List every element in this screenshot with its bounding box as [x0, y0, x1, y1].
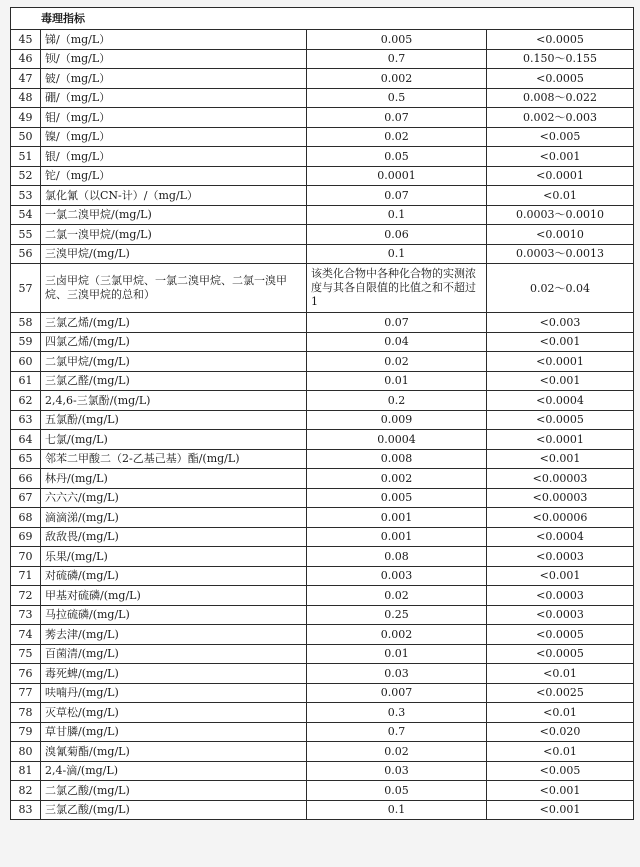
table-row: [11, 644, 634, 664]
limit-value: 0.7: [307, 49, 487, 69]
section-header-row: [11, 8, 634, 30]
measured-range: <0.00003: [487, 488, 634, 508]
indicator-name: 二氯一溴甲烷/(mg/L): [41, 225, 307, 245]
measured-range: <0.001: [487, 371, 634, 391]
row-number: 75: [11, 644, 41, 664]
limit-value: 0.03: [307, 761, 487, 781]
measured-range: 0.0003～0.0013: [487, 244, 634, 264]
measured-range: <0.0003: [487, 547, 634, 567]
row-number: 54: [11, 205, 41, 225]
table-row: [11, 547, 634, 567]
indicator-name: 2,4-滴/(mg/L): [41, 761, 307, 781]
indicator-name: 四氯乙烯/(mg/L): [41, 332, 307, 352]
indicator-name: 七氯/(mg/L): [41, 430, 307, 450]
indicator-name: 甲基对硫磷/(mg/L): [41, 586, 307, 606]
indicator-name: 二氯甲烷/(mg/L): [41, 352, 307, 372]
table-row: [11, 488, 634, 508]
row-number: 76: [11, 664, 41, 684]
table-row: [11, 703, 634, 723]
limit-value: 0.08: [307, 547, 487, 567]
measured-range: <0.0005: [487, 69, 634, 89]
table-row: [11, 508, 634, 528]
table-row: [11, 30, 634, 50]
measured-range: <0.001: [487, 800, 634, 820]
indicator-name: 钡/（mg/L）: [41, 49, 307, 69]
indicator-name: 邻苯二甲酸二（2-乙基己基）酯/(mg/L): [41, 449, 307, 469]
table-row: [11, 352, 634, 372]
measured-range: 0.002～0.003: [487, 108, 634, 128]
table-row: [11, 800, 634, 820]
limit-value: 0.001: [307, 527, 487, 547]
row-number: 61: [11, 371, 41, 391]
indicator-name: 对硫磷/(mg/L): [41, 566, 307, 586]
table-row: [11, 566, 634, 586]
measured-range: <0.003: [487, 313, 634, 333]
limit-value: 0.01: [307, 644, 487, 664]
row-number: 58: [11, 313, 41, 333]
measured-range: <0.00006: [487, 508, 634, 528]
row-number: 67: [11, 488, 41, 508]
limit-value: 0.009: [307, 410, 487, 430]
indicator-name: 三氯乙烯/(mg/L): [41, 313, 307, 333]
row-number: 80: [11, 742, 41, 762]
toxicology-table-page: [10, 7, 633, 820]
limit-value: 0.03: [307, 664, 487, 684]
measured-range: <0.0005: [487, 644, 634, 664]
row-number: 68: [11, 508, 41, 528]
limit-value: 0.5: [307, 88, 487, 108]
limit-value: 0.02: [307, 352, 487, 372]
limit-value: 0.008: [307, 449, 487, 469]
indicator-name: 银/（mg/L）: [41, 147, 307, 167]
measured-range: <0.0005: [487, 625, 634, 645]
indicator-name: 六六六/(mg/L): [41, 488, 307, 508]
table-row: [11, 449, 634, 469]
limit-value: 0.01: [307, 371, 487, 391]
measured-range: 0.02～0.04: [487, 264, 634, 313]
row-number: 46: [11, 49, 41, 69]
table-row: [11, 430, 634, 450]
row-number: 81: [11, 761, 41, 781]
measured-range: <0.0010: [487, 225, 634, 245]
measured-range: <0.0003: [487, 605, 634, 625]
table-body: [11, 8, 634, 820]
table-row: [11, 225, 634, 245]
section-title: 毒理指标: [11, 8, 634, 30]
row-number: 51: [11, 147, 41, 167]
table-row: [11, 683, 634, 703]
table-row: [11, 371, 634, 391]
row-number: 48: [11, 88, 41, 108]
row-number: 73: [11, 605, 41, 625]
limit-value: 0.005: [307, 30, 487, 50]
limit-value: 0.0004: [307, 430, 487, 450]
row-number: 79: [11, 722, 41, 742]
table-row: [11, 264, 634, 313]
limit-value: 0.05: [307, 147, 487, 167]
row-number: 77: [11, 683, 41, 703]
measured-range: <0.0004: [487, 527, 634, 547]
limit-value: 0.07: [307, 186, 487, 206]
limit-value: 0.04: [307, 332, 487, 352]
row-number: 60: [11, 352, 41, 372]
indicator-name: 钼/（mg/L）: [41, 108, 307, 128]
limit-value: 0.07: [307, 313, 487, 333]
indicator-name: 三溴甲烷/(mg/L): [41, 244, 307, 264]
measured-range: <0.0003: [487, 586, 634, 606]
measured-range: <0.001: [487, 566, 634, 586]
toxicology-indicator-table: [10, 7, 634, 820]
limit-value: 0.7: [307, 722, 487, 742]
indicator-name: 敌敌畏/(mg/L): [41, 527, 307, 547]
table-row: [11, 127, 634, 147]
table-row: [11, 469, 634, 489]
indicator-name: 滴滴涕/(mg/L): [41, 508, 307, 528]
measured-range: <0.001: [487, 332, 634, 352]
limit-value: 0.0001: [307, 166, 487, 186]
measured-range: <0.01: [487, 703, 634, 723]
table-row: [11, 391, 634, 411]
row-number: 52: [11, 166, 41, 186]
table-row: [11, 166, 634, 186]
table-row: [11, 742, 634, 762]
indicator-name: 莠去津/(mg/L): [41, 625, 307, 645]
table-row: [11, 586, 634, 606]
measured-range: <0.01: [487, 664, 634, 684]
row-number: 63: [11, 410, 41, 430]
limit-value: 0.3: [307, 703, 487, 723]
limit-value: 0.02: [307, 742, 487, 762]
row-number: 69: [11, 527, 41, 547]
table-row: [11, 664, 634, 684]
measured-range: <0.0004: [487, 391, 634, 411]
indicator-name: 氯化氰（以CN-计）/（mg/L）: [41, 186, 307, 206]
indicator-name: 2,4,6-三氯酚/(mg/L): [41, 391, 307, 411]
indicator-name: 乐果/(mg/L): [41, 547, 307, 567]
indicator-name: 林丹/(mg/L): [41, 469, 307, 489]
limit-value: 0.007: [307, 683, 487, 703]
indicator-name: 毒死蜱/(mg/L): [41, 664, 307, 684]
indicator-name: 铍/（mg/L）: [41, 69, 307, 89]
limit-value: 0.002: [307, 469, 487, 489]
indicator-name: 三卤甲烷（三氯甲烷、一氯二溴甲烷、二氯一溴甲烷、三溴甲烷的总和）: [41, 264, 307, 313]
indicator-name: 灭草松/(mg/L): [41, 703, 307, 723]
indicator-name: 三氯乙醛/(mg/L): [41, 371, 307, 391]
measured-range: <0.00003: [487, 469, 634, 489]
indicator-name: 二氯乙酸/(mg/L): [41, 781, 307, 801]
row-number: 47: [11, 69, 41, 89]
row-number: 57: [11, 264, 41, 313]
limit-value: 0.06: [307, 225, 487, 245]
row-number: 62: [11, 391, 41, 411]
row-number: 53: [11, 186, 41, 206]
row-number: 64: [11, 430, 41, 450]
row-number: 83: [11, 800, 41, 820]
table-row: [11, 186, 634, 206]
table-row: [11, 781, 634, 801]
measured-range: <0.0001: [487, 430, 634, 450]
indicator-name: 马拉硫磷/(mg/L): [41, 605, 307, 625]
row-number: 71: [11, 566, 41, 586]
table-row: [11, 147, 634, 167]
measured-range: <0.020: [487, 722, 634, 742]
table-row: [11, 205, 634, 225]
row-number: 66: [11, 469, 41, 489]
row-number: 50: [11, 127, 41, 147]
row-number: 55: [11, 225, 41, 245]
measured-range: <0.01: [487, 186, 634, 206]
table-row: [11, 605, 634, 625]
table-row: [11, 332, 634, 352]
measured-range: <0.001: [487, 781, 634, 801]
measured-range: <0.001: [487, 147, 634, 167]
row-number: 56: [11, 244, 41, 264]
limit-value: 0.002: [307, 69, 487, 89]
measured-range: <0.005: [487, 761, 634, 781]
measured-range: 0.150～0.155: [487, 49, 634, 69]
table-row: [11, 761, 634, 781]
measured-range: <0.0005: [487, 30, 634, 50]
indicator-name: 溴氰菊酯/(mg/L): [41, 742, 307, 762]
measured-range: <0.001: [487, 449, 634, 469]
indicator-name: 三氯乙酸/(mg/L): [41, 800, 307, 820]
limit-value: 0.003: [307, 566, 487, 586]
table-row: [11, 88, 634, 108]
measured-range: 0.008～0.022: [487, 88, 634, 108]
table-row: [11, 69, 634, 89]
limit-value: 0.001: [307, 508, 487, 528]
limit-value: 0.2: [307, 391, 487, 411]
limit-value: 0.02: [307, 586, 487, 606]
limit-value: 0.005: [307, 488, 487, 508]
row-number: 59: [11, 332, 41, 352]
measured-range: <0.0001: [487, 166, 634, 186]
measured-range: <0.0025: [487, 683, 634, 703]
limit-value: 0.1: [307, 205, 487, 225]
table-row: [11, 410, 634, 430]
table-row: [11, 722, 634, 742]
limit-value: 0.1: [307, 800, 487, 820]
limit-value: 0.05: [307, 781, 487, 801]
indicator-name: 锑/（mg/L）: [41, 30, 307, 50]
table-row: [11, 313, 634, 333]
limit-value: 0.002: [307, 625, 487, 645]
measured-range: <0.0001: [487, 352, 634, 372]
limit-value: 0.02: [307, 127, 487, 147]
table-row: [11, 108, 634, 128]
limit-value: 0.1: [307, 244, 487, 264]
table-row: [11, 625, 634, 645]
row-number: 65: [11, 449, 41, 469]
indicator-name: 呋喃丹/(mg/L): [41, 683, 307, 703]
indicator-name: 五氯酚/(mg/L): [41, 410, 307, 430]
table-row: [11, 49, 634, 69]
table-row: [11, 527, 634, 547]
limit-value: 该类化合物中各种化合物的实测浓度与其各自限值的比值之和不超过1: [307, 264, 487, 313]
row-number: 70: [11, 547, 41, 567]
indicator-name: 一氯二溴甲烷/(mg/L): [41, 205, 307, 225]
row-number: 72: [11, 586, 41, 606]
measured-range: <0.01: [487, 742, 634, 762]
row-number: 82: [11, 781, 41, 801]
measured-range: <0.0005: [487, 410, 634, 430]
indicator-name: 镍/（mg/L）: [41, 127, 307, 147]
row-number: 45: [11, 30, 41, 50]
measured-range: <0.005: [487, 127, 634, 147]
measured-range: 0.0003～0.0010: [487, 205, 634, 225]
limit-value: 0.07: [307, 108, 487, 128]
indicator-name: 硼/（mg/L）: [41, 88, 307, 108]
row-number: 78: [11, 703, 41, 723]
indicator-name: 草甘膦/(mg/L): [41, 722, 307, 742]
row-number: 49: [11, 108, 41, 128]
table-row: [11, 244, 634, 264]
indicator-name: 铊/（mg/L）: [41, 166, 307, 186]
indicator-name: 百菌清/(mg/L): [41, 644, 307, 664]
row-number: 74: [11, 625, 41, 645]
limit-value: 0.25: [307, 605, 487, 625]
